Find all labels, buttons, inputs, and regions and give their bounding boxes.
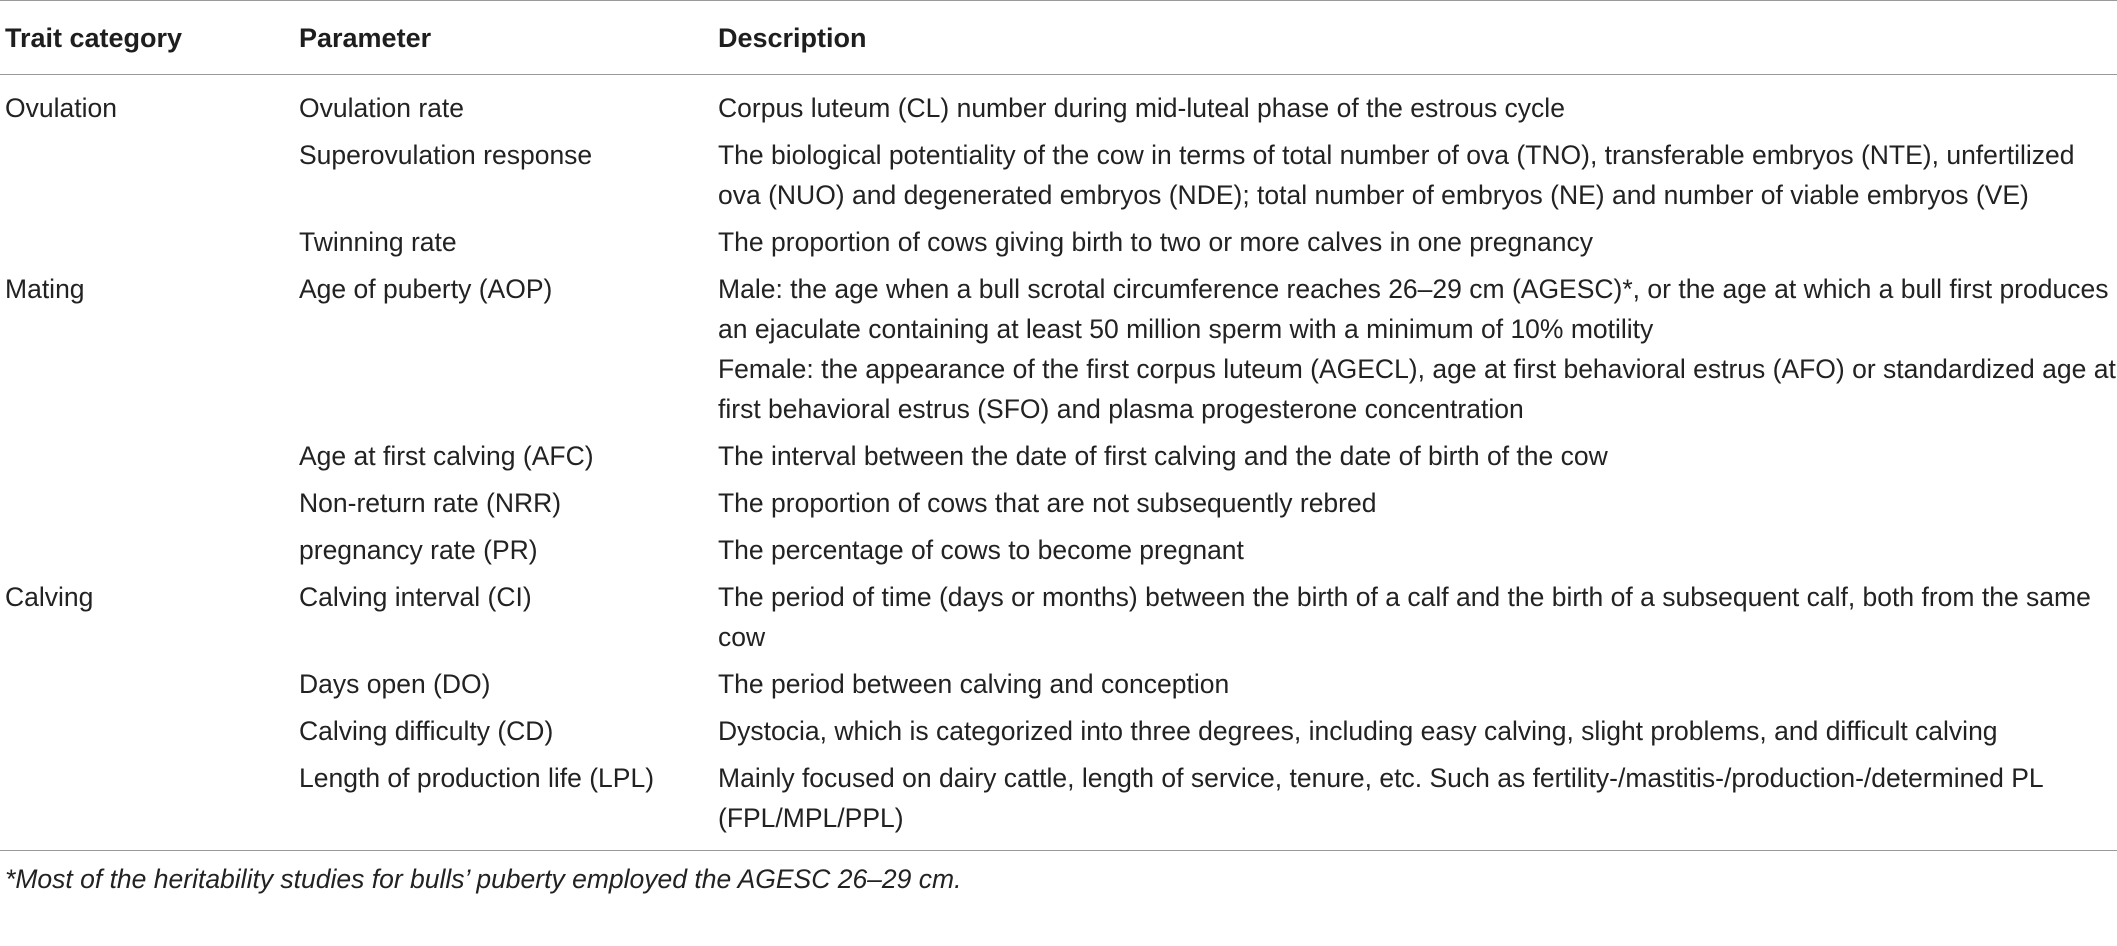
header-trait-category: Trait category (5, 22, 183, 53)
table-body (0, 75, 2117, 851)
cell-description (718, 269, 2117, 436)
table-row (0, 135, 2117, 222)
cell-category: Mating (5, 274, 85, 304)
cell-category (0, 530, 299, 577)
table-row (0, 711, 2117, 758)
cell-category (0, 711, 299, 758)
cell-description: The period of time (days or months) between the birth of a calf and the birth of a subsequent calf, both from the same cow (718, 582, 2091, 652)
cell-parameter: Age at first calving (AFC) (299, 441, 594, 471)
cell-category: Calving (5, 582, 94, 612)
cell-parameter: Superovulation response (299, 140, 593, 170)
table-header (0, 1, 2117, 75)
table-footnote: *Most of the heritability studies for bulls’ puberty employed the AGESC 26–29 cm. (5, 864, 962, 894)
table-row (0, 664, 2117, 711)
table-row (0, 530, 2117, 577)
cell-description: The proportion of cows giving birth to two or more calves in one pregnancy (718, 227, 1593, 257)
cell-description: The percentage of cows to become pregnant (718, 535, 1244, 565)
cell-parameter: Twinning rate (299, 227, 457, 257)
cell-description: The biological potentiality of the cow in terms of total number of ova (TNO), transferable embryos (NTE), unfertilized ova (NUO) and degenerated embryos (NDE); total number of embryos (NE) and number of viable embryos (VE) (718, 140, 2075, 210)
header-description: Description (718, 22, 867, 53)
cell-parameter: Calving interval (CI) (299, 582, 532, 612)
cell-category (0, 436, 299, 483)
cell-category (0, 135, 299, 222)
description-male: Male: the age when a bull scrotal circumference reaches 26–29 cm (AGESC)*, or the age at which a bull first produces an ejaculate containing at least 50 million sperm with a minimum of 10% motility (718, 274, 2109, 344)
header-row (0, 1, 2117, 75)
table-row (0, 75, 2117, 136)
cell-category: Ovulation (5, 93, 117, 123)
cell-description: The period between calving and conception (718, 669, 1230, 699)
cell-description: Mainly focused on dairy cattle, length of service, tenure, etc. Such as fertility-/mastitis-/production-/determined PL (FPL/MPL/PPL) (718, 763, 2043, 833)
cell-category (0, 222, 299, 269)
cell-parameter: Ovulation rate (299, 93, 464, 123)
cell-parameter: pregnancy rate (PR) (299, 535, 538, 565)
cell-description: Corpus luteum (CL) number during mid-luteal phase of the estrous cycle (718, 93, 1565, 123)
cell-parameter: Age of puberty (AOP) (299, 274, 553, 304)
table-row (0, 269, 2117, 436)
cell-category (0, 483, 299, 530)
cell-description: Dystocia, which is categorized into three degrees, including easy calving, slight problems, and difficult calving (718, 716, 1998, 746)
cell-description: The proportion of cows that are not subsequently rebred (718, 488, 1377, 518)
cell-parameter: Days open (DO) (299, 669, 491, 699)
cell-parameter: Calving difficulty (CD) (299, 716, 554, 746)
table-row (0, 577, 2117, 664)
cell-category (0, 758, 299, 851)
table-row (0, 222, 2117, 269)
cell-parameter: Non-return rate (NRR) (299, 488, 562, 518)
description-female: Female: the appearance of the first corpus luteum (AGECL), age at first behavioral estrus (AFO) or standardized age at first behavioral estrus (SFO) and plasma progesterone concentration (718, 354, 2116, 424)
cell-description: The interval between the date of first calving and the date of birth of the cow (718, 441, 1608, 471)
cell-parameter: Length of production life (LPL) (299, 763, 655, 793)
table-row (0, 483, 2117, 530)
table-row (0, 758, 2117, 851)
header-parameter: Parameter (299, 22, 432, 53)
table-row (0, 436, 2117, 483)
cell-category (0, 664, 299, 711)
